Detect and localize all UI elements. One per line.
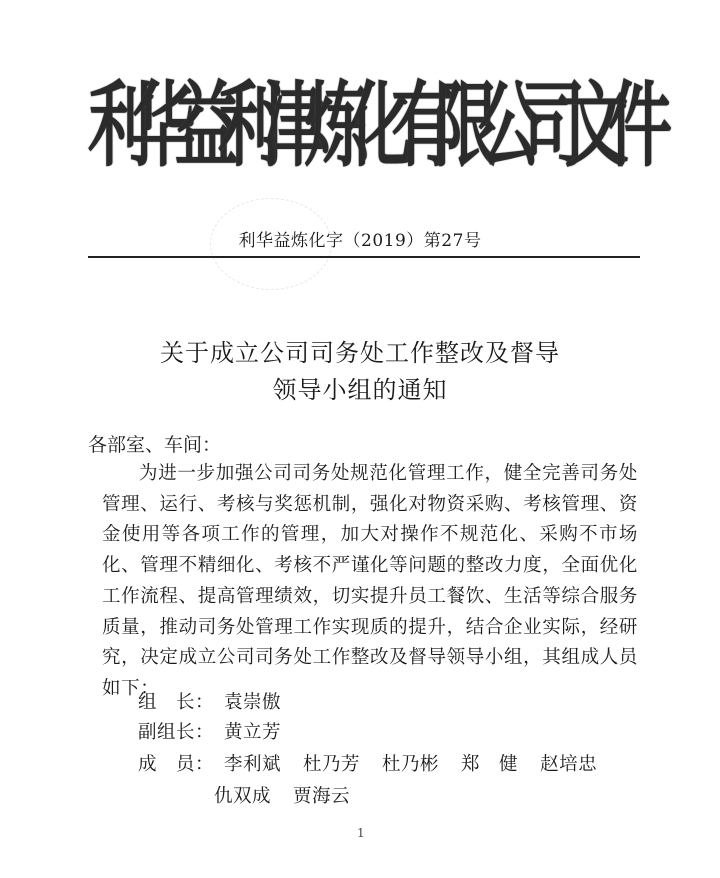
leader-row — [138, 688, 281, 714]
masthead-char: 化 — [347, 73, 404, 181]
member-name: 李利斌 — [224, 754, 282, 775]
masthead-char: 益 — [174, 73, 231, 181]
member-name: 贾海云 — [293, 786, 351, 807]
masthead-char: 炼 — [304, 73, 361, 181]
masthead — [88, 72, 664, 182]
masthead-char: 华 — [131, 73, 188, 181]
masthead-char: 文 — [564, 73, 621, 181]
masthead-char: 有 — [391, 73, 448, 181]
body-paragraph: 为进一步加强公司司务处规范化管理工作，健全完善司务处管理、运行、考核与奖惩机制，强化对物资采购、考核管理、资金使用等各项工作的管理，加大对操作不规范化、采购不市场化、管理不精细化、考核不严谨化等问题的整改力度，全面优化工作流程、提高管理绩效，切实提升员工餐饮、生活等综合服务质量，推动司务处管理工作实现质的提升，结合企业实际，经研究，决定成立公司司务处工作整改及督导领导小组，其组成人员如下： — [102, 463, 638, 699]
document-title-line1: 关于成立公司司务处工作整改及督导 — [160, 339, 560, 367]
masthead-char: 津 — [261, 73, 318, 181]
members-row — [138, 750, 597, 776]
document-title-line2: 领导小组的通知 — [272, 376, 448, 404]
masthead-char: 利 — [217, 73, 274, 181]
document-number: 利华益炼化字（2019）第27号 — [238, 231, 482, 251]
member-name: 杜乃彬 — [382, 754, 440, 775]
header-divider — [88, 256, 640, 258]
members-row-continued — [214, 782, 350, 808]
deputy-row — [138, 718, 281, 744]
masthead-char: 司 — [521, 73, 578, 181]
masthead-char: 限 — [434, 73, 491, 181]
member-name: 郑 健 — [461, 754, 519, 775]
masthead-char: 件 — [607, 73, 664, 181]
masthead-char: 利 — [88, 73, 144, 181]
member-name: 赵培忠 — [540, 754, 598, 775]
member-name: 仇双成 — [214, 786, 272, 807]
page-number: 1 — [357, 826, 365, 840]
member-name: 杜乃芳 — [303, 754, 361, 775]
masthead-char: 公 — [477, 73, 534, 181]
leader-label: 组 长： — [138, 692, 215, 713]
leader-name: 袁崇傲 — [224, 692, 282, 713]
deputy-name: 黄立芳 — [224, 722, 282, 743]
deputy-label: 副组长： — [138, 722, 215, 743]
salutation: 各部室、车间： — [88, 434, 222, 456]
members-label: 成 员： — [138, 754, 215, 775]
